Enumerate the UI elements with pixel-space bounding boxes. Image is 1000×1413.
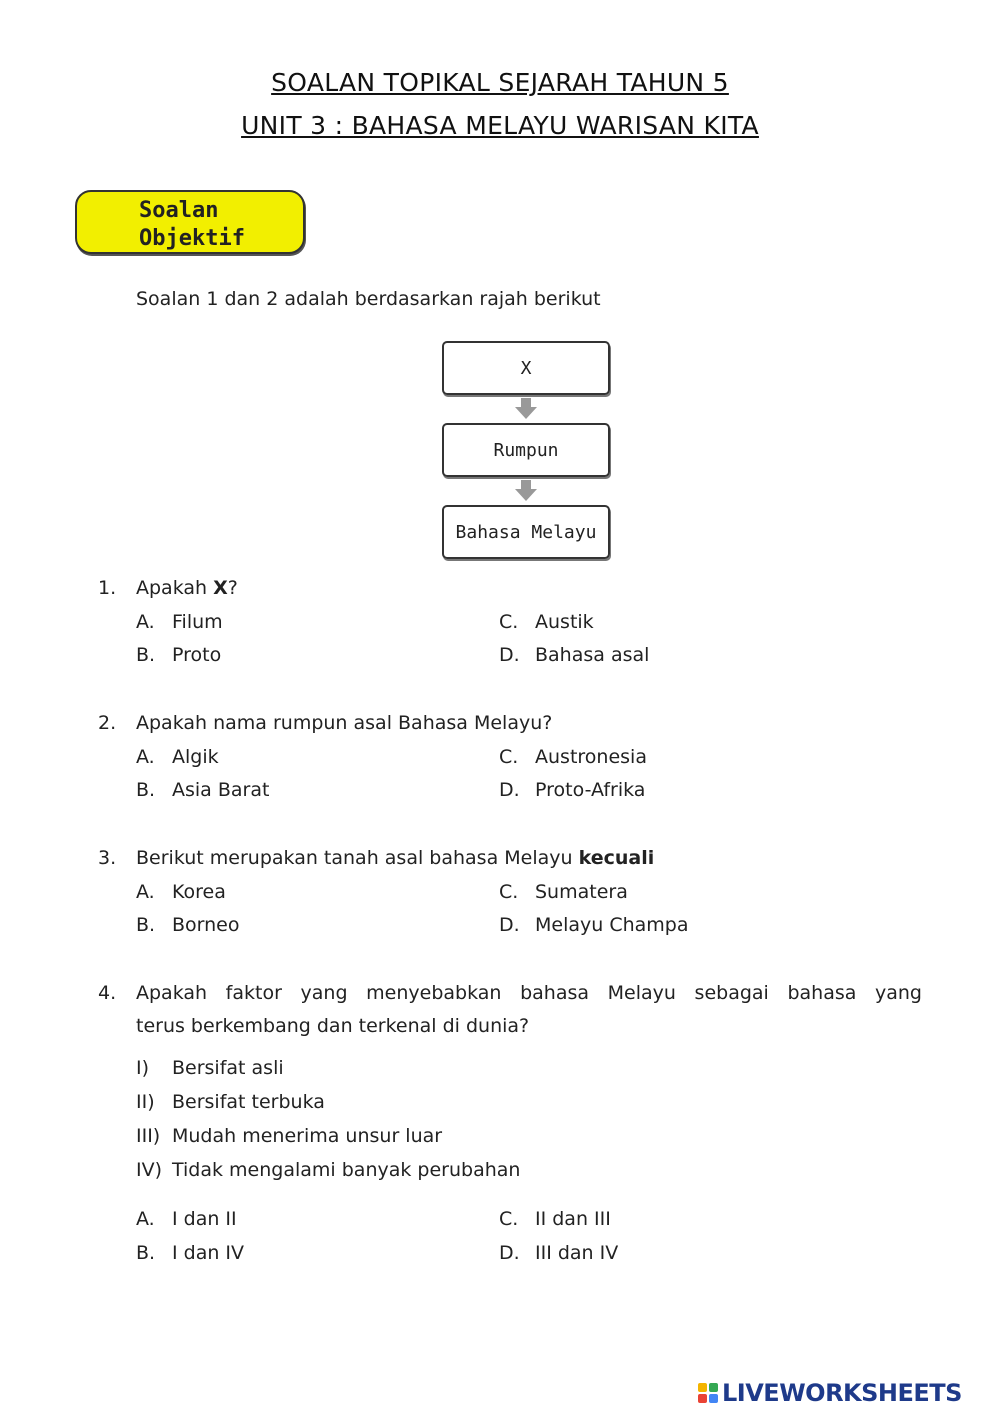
question-3-text-bold: kecuali [578, 847, 655, 869]
question-4-number: 4. [98, 982, 117, 1004]
question-3-option-d[interactable] [499, 914, 689, 936]
statement-1 [136, 1057, 284, 1079]
question-4-option-b[interactable] [136, 1242, 244, 1264]
statement-text: Tidak mengalami banyak perubahan [172, 1159, 521, 1181]
option-text: Korea [172, 881, 226, 903]
worksheet-subtitle: UNIT 3 : BAHASA MELAYU WARISAN KITA [241, 111, 759, 140]
option-text: Austronesia [535, 746, 647, 768]
option-text: Melayu Champa [535, 914, 689, 936]
option-label: D. [499, 914, 520, 936]
flowchart-box-x: X [442, 341, 610, 395]
option-label: D. [499, 644, 520, 666]
option-text: Austik [535, 611, 594, 633]
option-label: D. [499, 1242, 520, 1264]
logo-mark-icon [698, 1383, 718, 1403]
statement-2 [136, 1091, 325, 1113]
question-1-text-a: Apakah [136, 577, 214, 599]
flowchart-box-bahasa-melayu: Bahasa Melayu [442, 505, 610, 559]
question-3-text [136, 847, 654, 869]
option-text: I dan II [172, 1208, 237, 1230]
question-1-number: 1. [98, 577, 117, 599]
option-label: A. [136, 746, 155, 768]
option-label: C. [499, 746, 519, 768]
question-4-text-line1: Apakah faktor yang menyebabkan bahasa Melayu sebagai bahasa yang [136, 982, 922, 1004]
option-label: D. [499, 779, 520, 801]
flowchart-box-rumpun: Rumpun [442, 423, 610, 477]
liveworksheets-logo[interactable] [698, 1378, 962, 1408]
option-label: B. [136, 914, 156, 936]
question-2-number: 2. [98, 712, 117, 734]
question-2-option-b[interactable] [136, 779, 269, 801]
logo-text: LIVEWORKSHEETS [722, 1379, 962, 1407]
question-3-number: 3. [98, 847, 117, 869]
option-text: Borneo [172, 914, 240, 936]
option-text: Asia Barat [172, 779, 270, 801]
question-1-option-d[interactable] [499, 644, 649, 666]
statement-label: I) [136, 1057, 150, 1079]
question-3-option-b[interactable] [136, 914, 240, 936]
option-label: A. [136, 611, 155, 633]
question-2-option-c[interactable] [499, 746, 647, 768]
worksheet-title: SOALAN TOPIKAL SEJARAH TAHUN 5 [271, 68, 729, 97]
option-text: III dan IV [535, 1242, 619, 1264]
statement-label: II) [136, 1091, 155, 1113]
intro-text: Soalan 1 dan 2 adalah berdasarkan rajah berikut [136, 288, 601, 310]
option-text: I dan IV [172, 1242, 245, 1264]
statement-label: III) [136, 1125, 161, 1147]
question-1-text-bold: X [213, 577, 228, 599]
option-label: A. [136, 881, 155, 903]
option-text: Proto-Afrika [535, 779, 646, 801]
option-text: II dan III [535, 1208, 611, 1230]
statement-4 [136, 1159, 520, 1181]
question-1-text-b: ? [227, 577, 238, 599]
question-4-text-line2: terus berkembang dan terkenal di dunia? [136, 1015, 530, 1037]
question-3-option-c[interactable] [499, 881, 628, 903]
option-text: Sumatera [535, 881, 628, 903]
option-text: Filum [172, 611, 223, 633]
badge-line2: Objektif [139, 226, 245, 251]
question-2-text: Apakah nama rumpun asal Bahasa Melayu? [136, 712, 553, 734]
flow-arrow-1 [513, 398, 539, 420]
question-1-option-c[interactable] [499, 611, 594, 633]
section-badge [75, 190, 305, 254]
option-label: B. [136, 1242, 156, 1264]
question-4-option-a[interactable] [136, 1208, 237, 1230]
question-1-option-b[interactable] [136, 644, 221, 666]
statement-label: IV) [136, 1159, 163, 1181]
option-text: Algik [172, 746, 219, 768]
option-label: B. [136, 644, 156, 666]
option-label: C. [499, 1208, 519, 1230]
question-1-text [136, 577, 238, 599]
option-text: Proto [172, 644, 222, 666]
option-label: B. [136, 779, 156, 801]
option-label: C. [499, 611, 519, 633]
question-1-option-a[interactable] [136, 611, 223, 633]
statement-text: Bersifat terbuka [172, 1091, 325, 1113]
question-3-text-a: Berikut merupakan tanah asal bahasa Melayu [136, 847, 579, 869]
question-4-option-d[interactable] [499, 1242, 618, 1264]
question-2-option-d[interactable] [499, 779, 645, 801]
statement-text: Mudah menerima unsur luar [172, 1125, 443, 1147]
statement-3 [136, 1125, 442, 1147]
option-label: A. [136, 1208, 155, 1230]
statement-text: Bersifat asli [172, 1057, 284, 1079]
question-4-option-c[interactable] [499, 1208, 611, 1230]
question-3-option-a[interactable] [136, 881, 226, 903]
option-text: Bahasa asal [535, 644, 650, 666]
badge-line1: Soalan [139, 198, 219, 223]
flow-arrow-2 [513, 480, 539, 502]
option-label: C. [499, 881, 519, 903]
question-2-option-a[interactable] [136, 746, 219, 768]
